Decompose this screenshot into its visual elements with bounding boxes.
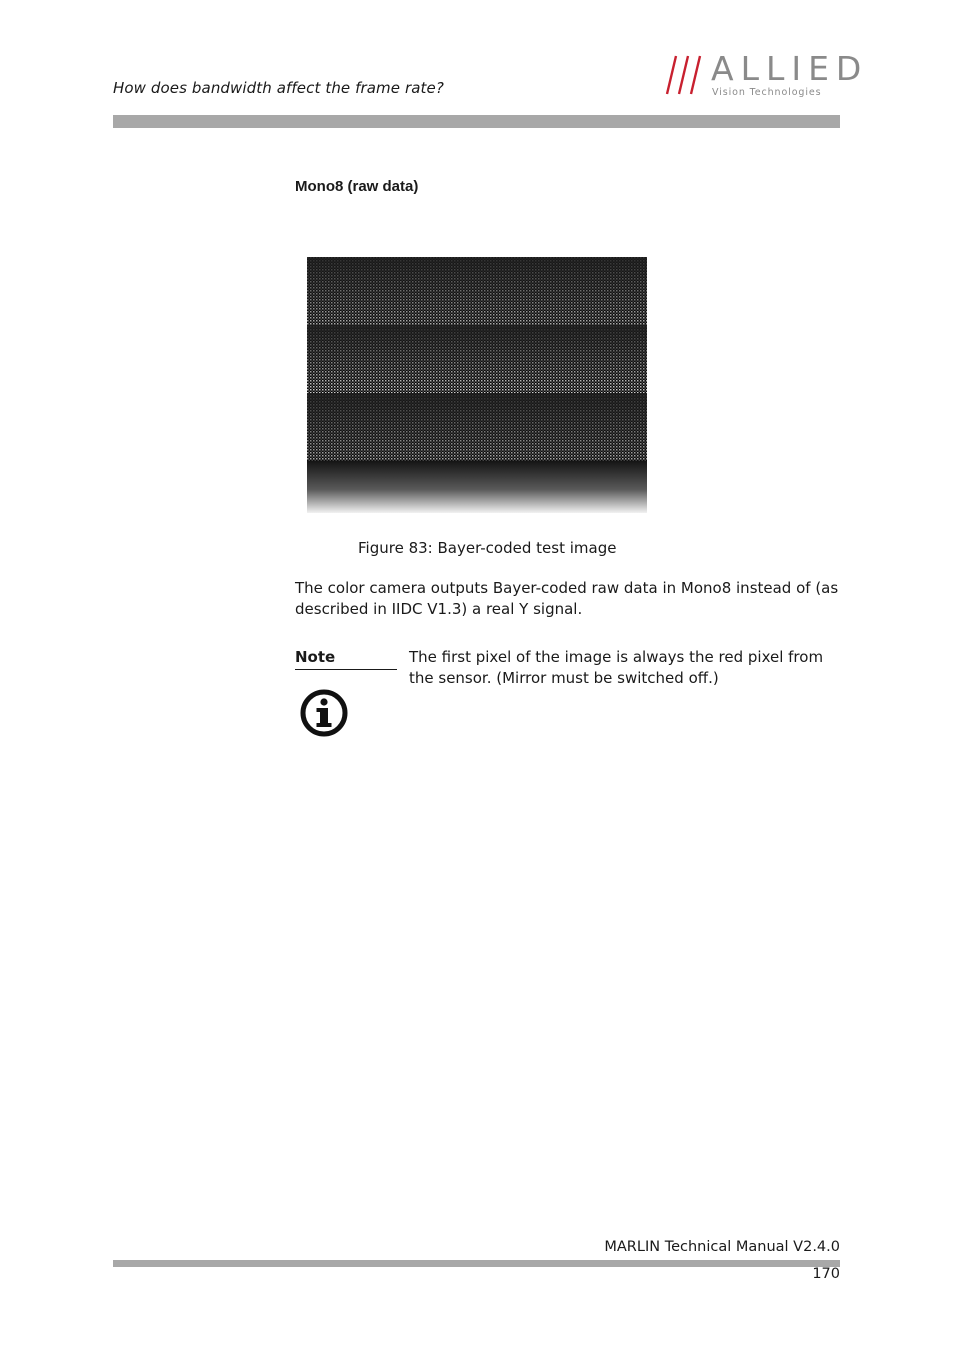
note-label: Note xyxy=(295,648,397,670)
footer-manual-title: MARLIN Technical Manual V2.4.0 xyxy=(604,1239,840,1255)
page-number: 170 xyxy=(812,1266,840,1282)
bayer-test-image xyxy=(307,257,647,513)
figure-caption: Figure 83: Bayer-coded test image xyxy=(358,539,617,557)
running-head-title: How does bandwidth affect the frame rate? xyxy=(113,79,444,97)
footer-rule xyxy=(113,1260,840,1267)
logo-tagline: Vision Technologies xyxy=(712,87,822,98)
header-rule xyxy=(113,115,840,128)
logo-wordmark: ALLIED xyxy=(711,49,869,88)
allied-logo xyxy=(664,49,869,100)
section-heading: Mono8 (raw data) xyxy=(295,178,419,195)
note-text: The first pixel of the image is always the red pixel from the sensor. (Mirror must be switched off.) xyxy=(409,648,824,687)
logo-slashes-icon xyxy=(664,54,708,96)
body-paragraph: The color camera outputs Bayer-coded raw data in Mono8 instead of (as described in IIDC V1.3) a real Y signal. xyxy=(295,579,839,618)
info-icon xyxy=(299,688,349,738)
